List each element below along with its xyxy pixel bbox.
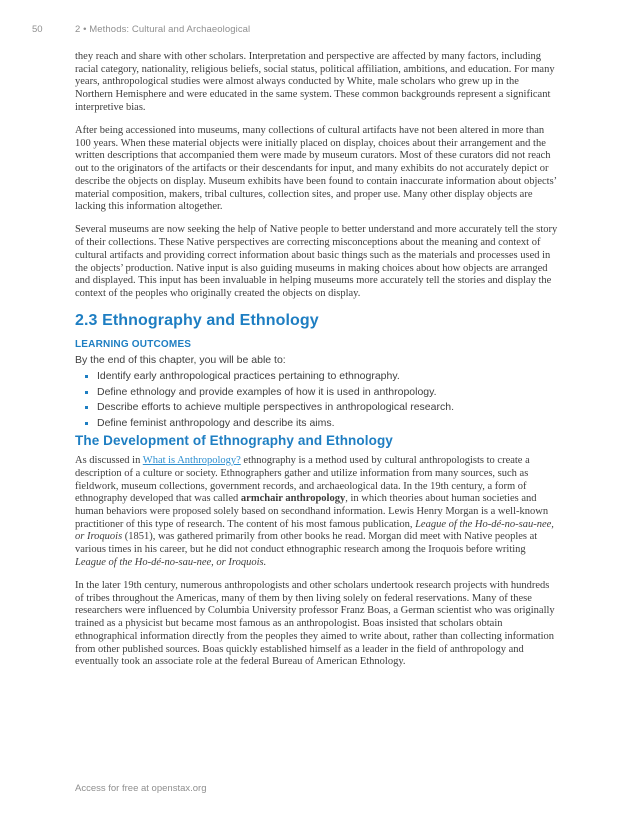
subsection-heading: The Development of Ethnography and Ethnology bbox=[75, 433, 393, 449]
learning-outcome-item: Identify early anthropological practices pertaining to ethnography. bbox=[97, 369, 558, 385]
page-number: 50 bbox=[32, 24, 43, 35]
learning-outcome-item: Define feminist anthropology and describe its aims. bbox=[97, 416, 558, 432]
body-paragraph bbox=[75, 224, 558, 300]
text-run: they reach and share with other scholars. Interpretation and perspective are affected by many factors, including racial category, nationality, religious beliefs, social status, political affiliation, ambitions, and education. For many years, anthropological studies were almost always conducted by White, male scholars who grew up in the Northern Hemisphere and were educated in the same system. These common backgrounds represent a significant interpretive bias. bbox=[75, 51, 555, 113]
body-paragraph bbox=[75, 455, 558, 569]
running-head-title: 2 • Methods: Cultural and Archaeological bbox=[75, 24, 251, 35]
page-header bbox=[0, 24, 630, 36]
learning-outcome-item: Describe efforts to achieve multiple perspectives in anthropological research. bbox=[97, 400, 558, 416]
text-run: As discussed in bbox=[75, 455, 143, 467]
text-run: League of the Ho-dé-no-sau-nee, or Iroquois. bbox=[75, 556, 267, 568]
section-heading: 2.3 Ethnography and Ethnology bbox=[75, 312, 319, 330]
text-run: armchair anthropology bbox=[240, 493, 346, 505]
text-run: In the later 19th century, numerous anthropologists and other scholars undertook research projects with hundreds of tribes throughout the Americas, many of them by then living solely on federal reservations. Many of these researchers were influenced by Columbia University professor Franz Boas, a German scientist who was originally trained as a physicist but became most famous as an anthropologist. Boas insisted that scholars obtain ethnographical information directly from the peoples they aimed to write about, rather than collecting information from other published sources. Boas quickly established himself as a leader in the field of anthropology and eventually took an associate role at the federal Bureau of American Ethnology. bbox=[75, 579, 555, 668]
inline-link[interactable]: What is Anthropology? bbox=[142, 455, 241, 467]
page-content bbox=[75, 51, 558, 679]
learning-outcomes-list bbox=[75, 369, 558, 431]
text-run: (1851), was gathered primarily from other books he read. Morgan did meet with Native peoples at various times in his career, but he did not conduct ethnographic research among the Iroquois before writing bbox=[75, 531, 538, 556]
footer-text: Access for free at openstax.org bbox=[75, 783, 207, 794]
learning-outcome-item: Define ethnology and provide examples of how it is used in anthropology. bbox=[97, 385, 558, 401]
outcomes-intro: By the end of this chapter, you will be able to: bbox=[75, 354, 286, 367]
body-paragraph bbox=[75, 580, 558, 669]
text-run: After being accessioned into museums, many collections of cultural artifacts have not been altered in more than 100 years. When these material objects were initially placed on display, choices about their arrangement and the written descriptions that accompanied them were made by museum curators. Most of these curators did not reach out to the originators of the artifacts or their descendants for input, and many exhibits do not accurately depict or describe the objects on display. Museum exhibits have been found to contain inaccurate information about objects’ material composition, makers, tribal cultures, collection sites, and proper use. Many other display objects are lacking this information altogether. bbox=[75, 125, 557, 213]
text-run: Several museums are now seeking the help of Native people to better understand and more accurately tell the story of their collections. These Native perspectives are correcting misconceptions about the meaning and context of cultural artifacts and providing correct information about basic things such as the materials and processes used in the objects’ production. Native input is also guiding museums in making choices about how objects are arranged and displayed. This input has been invaluable in helping museums more accurately tell the stories and display the context of the peoples who originally created the objects on display. bbox=[75, 224, 558, 299]
text-run: League of the Ho-dé-no-sau-nee, or Iroquois bbox=[75, 518, 554, 543]
text-run: ethnography is a method used by cultural anthropologists to create a description of a culture or society. Ethnographers gather and utilize information from many sources, such as fieldwork, museum collections, government records, and archaeological data. In the 19th century, a form of ethnography developed that was called bbox=[75, 455, 530, 505]
body-paragraph bbox=[75, 125, 558, 214]
body-paragraph bbox=[75, 51, 558, 115]
page-footer bbox=[75, 783, 206, 794]
learning-outcomes-label: LEARNING OUTCOMES bbox=[75, 339, 192, 351]
text-run: , in which theories about human societies and human behaviors were proposed solely based on secondhand information. Lewis Henry Morgan is a well-known practitioner of this type of research. The content of his most famous publication, bbox=[75, 493, 549, 530]
